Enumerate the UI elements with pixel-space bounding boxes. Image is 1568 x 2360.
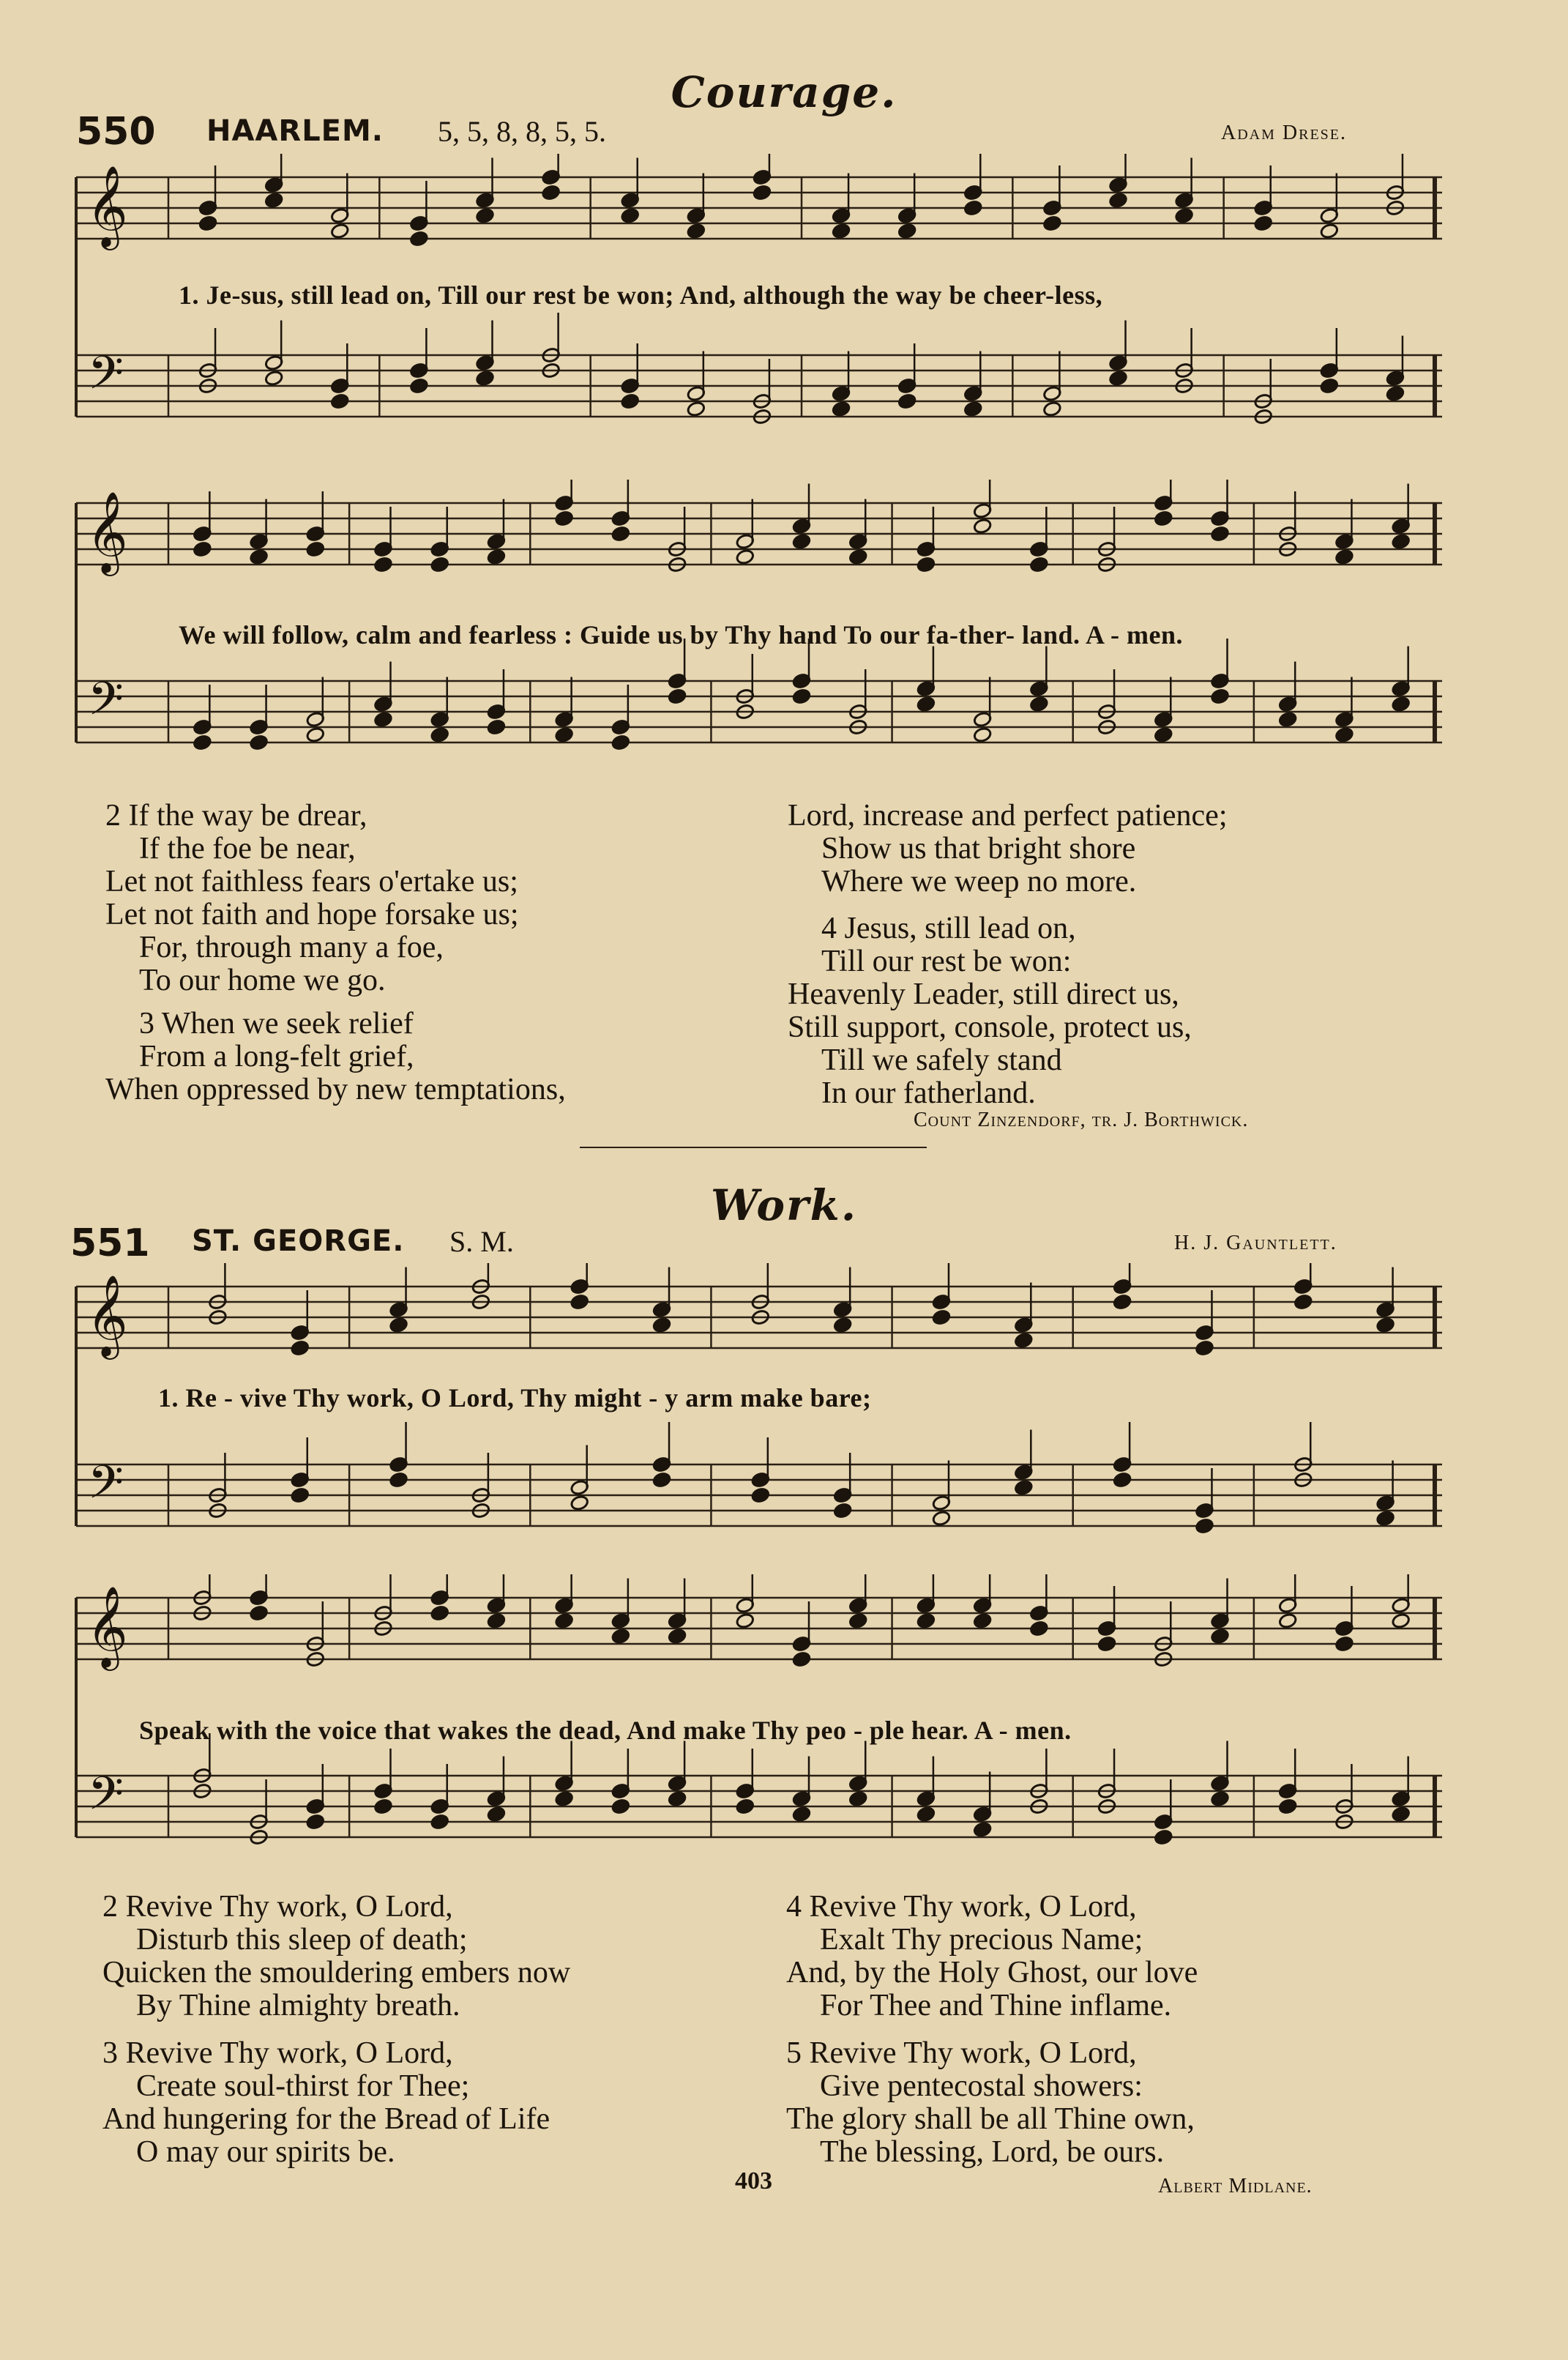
svg-text:𝄞: 𝄞 <box>86 1274 128 1356</box>
verse-551-2: 2 Revive Thy work, O Lord, Disturb this sleep of death; Quicken the smouldering embers now By Thine almighty breath. <box>102 1890 571 2022</box>
svg-text:𝄞: 𝄞 <box>86 1585 128 1667</box>
verse-551-4: 4 Revive Thy work, O Lord, Exalt Thy precious Name; And, by the Holy Ghost, our love For Thee and Thine inflame. <box>786 1890 1198 2022</box>
lyric-line-550-1: 1. Je-sus, still lead on, Till our rest be won; And, although the way be cheer-less, <box>179 280 1103 310</box>
tune-name-haarlem: HAARLEM. <box>206 114 384 148</box>
verse-550-4: 4 Jesus, still lead on, Till our rest be won: Heavenly Leader, still direct us, Still support, console, protect us, Till we safely stand In our fatherland. <box>788 912 1192 1110</box>
svg-text:𝄞: 𝄞 <box>86 165 128 247</box>
verse-551-3: 3 Revive Thy work, O Lord, Create soul-thirst for Thee; And hungering for the Bread of Life O may our spirits be. <box>102 2036 550 2169</box>
divider-rule <box>580 1147 927 1148</box>
verse-550-3: 3 When we seek relief From a long-felt grief, When oppressed by new temptations, <box>105 1007 566 1106</box>
lyric-line-550-2: We will follow, calm and fearless : Guide us by Thy hand To our fa-ther- land. A - men. <box>179 620 1184 649</box>
section-title-courage: Courage. <box>671 67 897 117</box>
tune-name-st-george: ST. GEORGE. <box>192 1224 405 1258</box>
svg-text:𝄢: 𝄢 <box>88 346 124 411</box>
composer-550: Adam Drese. <box>1221 122 1348 144</box>
hymn-number-551: 551 <box>70 1221 150 1265</box>
credit-550: Count Zinzendorf, tr. J. Borthwick. <box>914 1109 1249 1131</box>
verse-551-5: 5 Revive Thy work, O Lord, Give pentecostal showers: The glory shall be all Thine own, The blessing, Lord, be ours. <box>786 2036 1195 2169</box>
svg-text:𝄢: 𝄢 <box>88 1455 124 1520</box>
page-number: 403 <box>735 2167 772 2195</box>
lyric-line-551-1: 1. Re - vive Thy work, O Lord, Thy might - y arm make bare; <box>158 1383 872 1412</box>
section-title-work: Work. <box>710 1180 858 1230</box>
svg-text:𝄢: 𝄢 <box>88 671 124 737</box>
svg-text:𝄢: 𝄢 <box>88 1766 124 1831</box>
verse-550-3-continued: Lord, increase and perfect patience; Show us that bright shore Where we weep no more. <box>788 799 1228 898</box>
meter-550: 5, 5, 8, 8, 5, 5. <box>438 115 606 148</box>
hymn-number-550: 550 <box>76 110 156 154</box>
lyric-line-551-2: Speak with the voice that wakes the dead, And make Thy peo - ple hear. A - men. <box>139 1716 1072 1745</box>
verse-550-2: 2 If the way be drear, If the foe be near, Let not faithless fears o'ertake us; Let not faith and hope forsake us; For, through many a foe, To our home we go. <box>105 799 519 997</box>
svg-text:𝄞: 𝄞 <box>86 491 128 573</box>
meter-551: S. M. <box>449 1225 514 1258</box>
composer-551: H. J. Gauntlett. <box>1174 1232 1337 1254</box>
credit-551: Albert Midlane. <box>1158 2175 1313 2197</box>
